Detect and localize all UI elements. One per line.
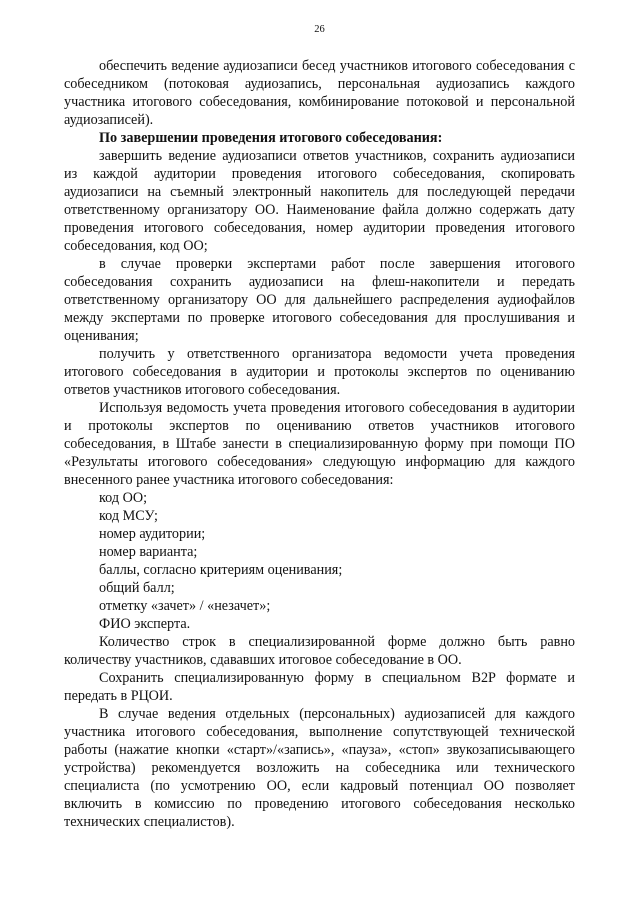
list-item: баллы, согласно критериям оценивания; <box>99 562 343 578</box>
list-item: общий балл; <box>99 580 175 596</box>
list-item: номер аудитории; <box>99 526 206 542</box>
list-item: код МСУ; <box>99 508 158 524</box>
paragraph-enter-data: Используя ведомость учета проведения итогового собеседования в аудитории и протоколы экспертов по оцениванию ответов участников итогового собеседования, в Штабе занести в специализированную форму при помощи ПО «Результаты итогового собеседования» следующую информацию для каждого внесенного ранее участника итогового собеседования: <box>64 400 575 488</box>
paragraph-receive-documents: получить у ответственного организатора ведомости учета проведения итогового собеседования в аудитории и протоколы экспертов по оцениванию ответов участников итогового собеседования. <box>64 346 575 398</box>
page-body <box>64 57 575 831</box>
page-number: 26 <box>314 24 325 35</box>
paragraph-personal-recordings: В случае ведения отдельных (персональных) аудиозаписей для каждого участника итогового собеседования, выполнение сопутствующей технической работы (нажатие кнопки «старт»/«запись», «пауза», «стоп» звукозаписывающего устройства) рекомендуется возложить на собеседника или технического специалиста (по усмотрению ОО, если кадровый потенциал ОО позволяет включить в комиссию по проведению итогового собеседования несколько технических специалистов). <box>64 706 575 830</box>
paragraph-save-form: Сохранить специализированную форму в специальном B2P формате и передать в РЦОИ. <box>64 670 575 704</box>
list-item: ФИО эксперта. <box>99 616 191 632</box>
list-item: код ОО; <box>99 490 148 506</box>
paragraph-expert-check: в случае проверки экспертами работ после завершения итогового собеседования сохранить аудиозаписи на флеш-накопители и передать ответственному организатору ОО для дальнейшего распределения аудиофайлов между экспертами по проверке итогового собеседования для прослушивания и оценивания; <box>64 256 575 344</box>
paragraph-row-count: Количество строк в специализированной форме должно быть равно количеству участников, сдававших итоговое собеседование в ОО. <box>64 634 575 668</box>
paragraph-audio-recording: обеспечить ведение аудиозаписи бесед участников итогового собеседования с собеседником (потоковая аудиозапись, персональная аудиозапись каждого участника итогового собеседования, комбинирование потоковой и персональной аудиозаписей). <box>64 58 575 128</box>
paragraph-finish-recording: завершить ведение аудиозаписи ответов участников, сохранить аудиозаписи из каждой аудитории проведения итогового собеседования, скопировать аудиозаписи на съемный электронный накопитель для последующей передачи ответственному организатору ОО. Наименование файла должно содержать дату проведения итогового собеседования, номер аудитории проведения итогового собеседования, код ОО; <box>64 148 575 254</box>
list-item: отметку «зачет» / «незачет»; <box>99 598 271 614</box>
section-heading: По завершении проведения итогового собеседования: <box>99 130 443 146</box>
list-item: номер варианта; <box>99 544 198 560</box>
